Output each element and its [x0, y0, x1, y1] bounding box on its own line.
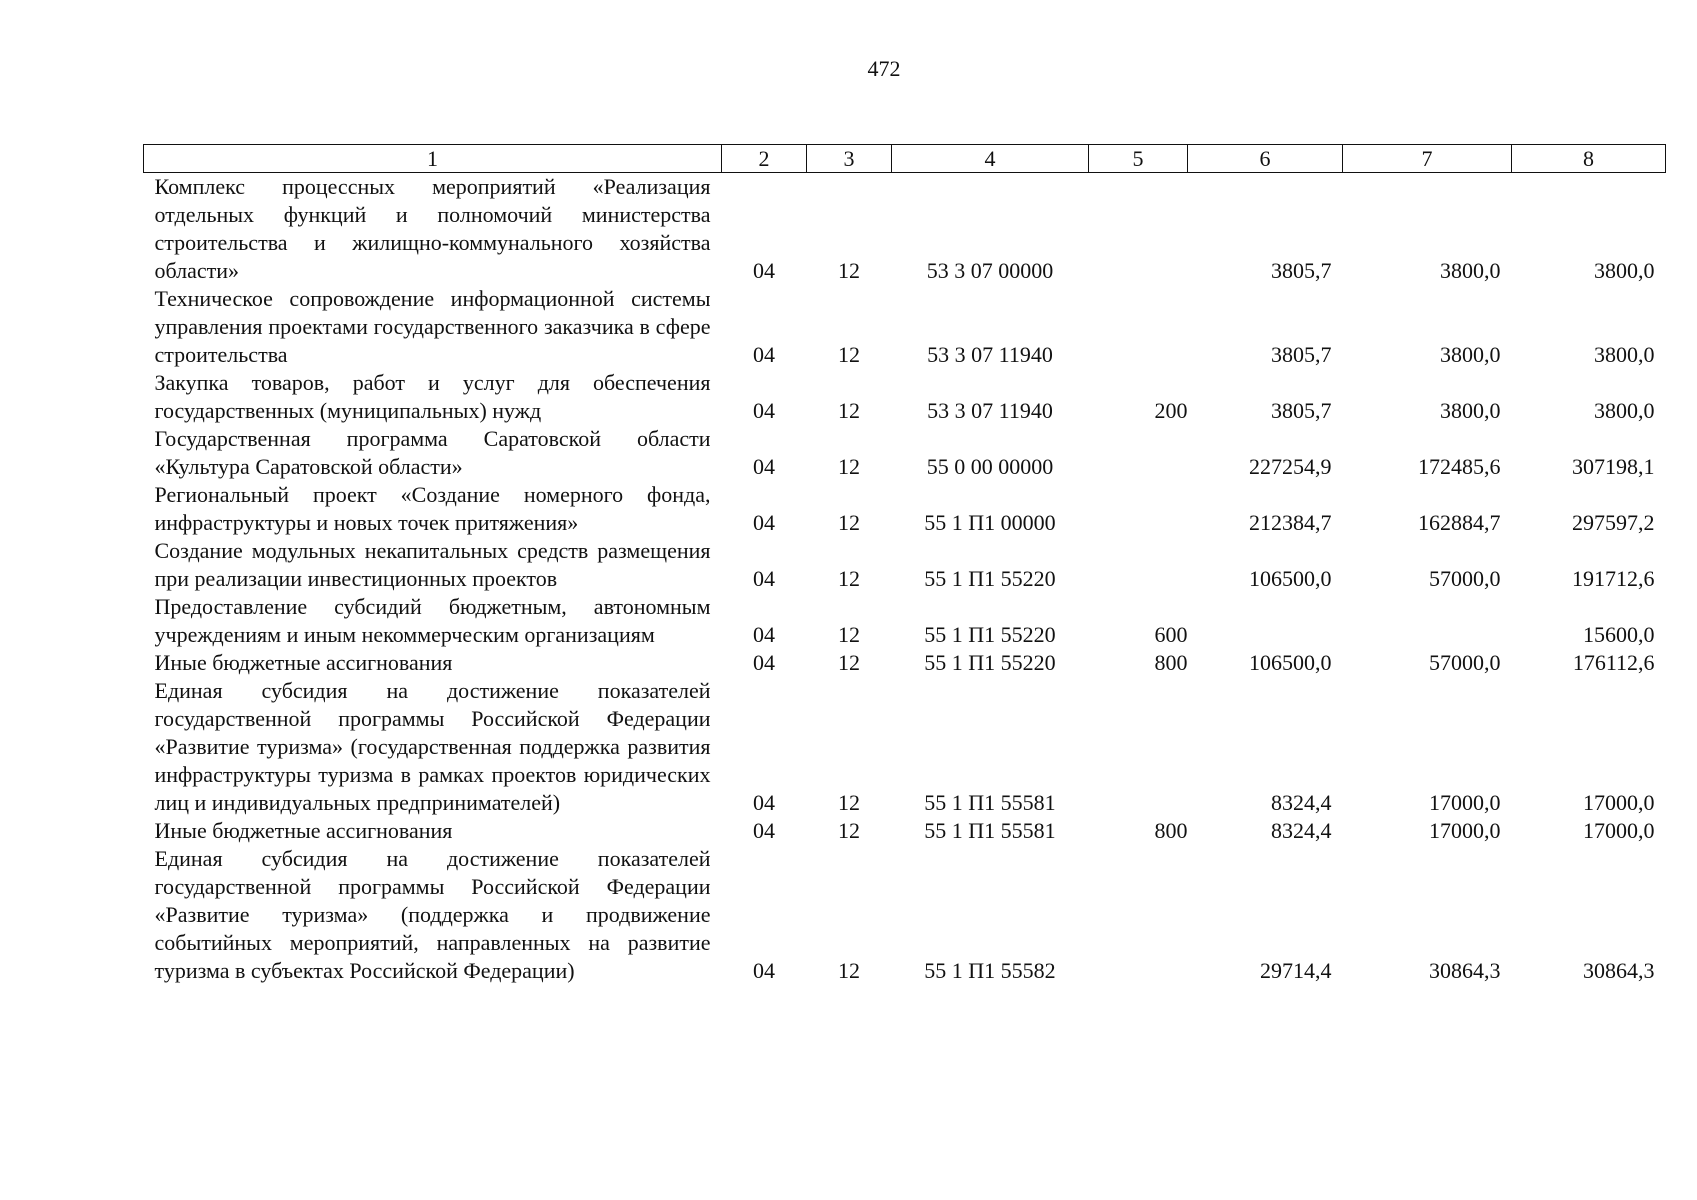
row-amount-col8: 30864,3: [1583, 958, 1655, 983]
row-amount-col6: 3805,7: [1271, 258, 1332, 283]
table-header: [144, 145, 1666, 173]
row-amount-col7: [1343, 593, 1512, 649]
row-target-code: 55 1 П1 00000: [924, 510, 1056, 535]
row-expense-type: [1089, 677, 1188, 817]
row-name: Техническое сопровождение информационной системы управления проектами государственного заказчика в сфере строительства: [154, 286, 711, 367]
row-target-code: 55 1 П1 55220: [924, 650, 1056, 675]
row-subsection: 12: [838, 790, 860, 815]
row-expense-type: [1089, 425, 1188, 481]
row-target-code: 55 1 П1 55582: [924, 958, 1056, 983]
row-subsection: 12: [838, 818, 860, 843]
header-col-8: 8: [1512, 145, 1666, 173]
row-amount-col6: 8324,4: [1271, 818, 1332, 843]
row-expense-type: [1089, 537, 1188, 593]
row-target-code: 55 0 00 00000: [926, 454, 1054, 479]
row-amount-col7: 162884,7: [1418, 510, 1501, 535]
table-row: [144, 677, 1666, 817]
row-amount-col7: 57000,0: [1429, 566, 1501, 591]
row-section: 04: [753, 818, 775, 843]
row-amount-col8: 3800,0: [1594, 258, 1655, 283]
row-section: 04: [753, 958, 775, 983]
row-target-code: 55 1 П1 55220: [924, 622, 1056, 647]
header-row: [144, 145, 1666, 173]
header-col-5: 5: [1089, 145, 1188, 173]
table-row: [144, 425, 1666, 481]
budget-table: [143, 144, 1666, 985]
row-amount-col7: 3800,0: [1440, 258, 1501, 283]
row-amount-col8: 17000,0: [1583, 790, 1655, 815]
row-expense-type: 800: [1154, 818, 1188, 843]
table-row: [144, 593, 1666, 649]
row-expense-type: 800: [1154, 650, 1188, 675]
row-subsection: 12: [838, 398, 860, 423]
row-amount-col6: 106500,0: [1249, 650, 1332, 675]
row-amount-col7: 3800,0: [1440, 342, 1501, 367]
row-section: 04: [753, 566, 775, 591]
row-amount-col6: 3805,7: [1271, 398, 1332, 423]
row-subsection: 12: [838, 622, 860, 647]
page-number: 472: [867, 56, 901, 81]
row-subsection: 12: [838, 454, 860, 479]
row-amount-col7: 30864,3: [1429, 958, 1501, 983]
row-amount-col6: 29714,4: [1260, 958, 1332, 983]
table-row: [144, 817, 1666, 845]
row-amount-col6: 227254,9: [1249, 454, 1332, 479]
header-col-7: 7: [1343, 145, 1512, 173]
row-section: 04: [753, 622, 775, 647]
row-name: Комплекс процессных мероприятий «Реализация отдельных функций и полномочий министерства строительства и жилищно-коммунального хозяйства области»: [154, 174, 711, 283]
row-expense-type: [1089, 173, 1188, 286]
row-amount-col6: [1188, 593, 1343, 649]
row-subsection: 12: [838, 258, 860, 283]
table-row: [144, 285, 1666, 369]
row-name: Единая субсидия на достижение показателей государственной программы Российской Федерации «Развитие туризма» (поддержка и продвижение событийных мероприятий, направленных на развитие туризма в субъектах Российской Федерации): [154, 846, 711, 983]
row-amount-col6: 106500,0: [1249, 566, 1332, 591]
row-amount-col7: 17000,0: [1429, 790, 1501, 815]
row-target-code: 53 3 07 00000: [926, 258, 1054, 283]
table-body: [144, 173, 1666, 986]
row-amount-col7: 3800,0: [1440, 398, 1501, 423]
row-section: 04: [753, 650, 775, 675]
row-amount-col8: 191712,6: [1572, 566, 1655, 591]
table-row: [144, 369, 1666, 425]
row-target-code: 53 3 07 11940: [927, 398, 1053, 423]
row-amount-col8: 307198,1: [1572, 454, 1655, 479]
table-row: [144, 649, 1666, 677]
row-subsection: 12: [838, 650, 860, 675]
row-subsection: 12: [838, 566, 860, 591]
row-subsection: 12: [838, 958, 860, 983]
row-amount-col8: 17000,0: [1583, 818, 1655, 843]
table-row: [144, 537, 1666, 593]
row-name: Государственная программа Саратовской области «Культура Саратовской области»: [154, 426, 711, 479]
row-target-code: 55 1 П1 55581: [924, 818, 1056, 843]
row-section: 04: [753, 454, 775, 479]
row-name: Предоставление субсидий бюджетным, автономным учреждениям и иным некоммерческим организациям: [154, 594, 711, 647]
row-amount-col8: 297597,2: [1572, 510, 1655, 535]
row-target-code: 53 3 07 11940: [927, 342, 1053, 367]
row-name: Иные бюджетные ассигнования: [154, 818, 453, 843]
row-section: 04: [753, 790, 775, 815]
row-amount-col8: 3800,0: [1594, 398, 1655, 423]
header-col-4: 4: [892, 145, 1089, 173]
row-amount-col6: 3805,7: [1271, 342, 1332, 367]
table-row: [144, 845, 1666, 985]
row-amount-col6: 8324,4: [1271, 790, 1332, 815]
row-name: Единая субсидия на достижение показателей государственной программы Российской Федерации «Развитие туризма» (государственная поддержка развития инфраструктуры туризма в рамках проектов юридических лиц и индивидуальных предпринимателей): [154, 678, 711, 815]
row-amount-col6: 212384,7: [1249, 510, 1332, 535]
row-expense-type: 600: [1154, 622, 1188, 647]
row-section: 04: [753, 398, 775, 423]
header-col-2: 2: [722, 145, 807, 173]
row-amount-col7: 172485,6: [1418, 454, 1501, 479]
row-amount-col7: 17000,0: [1429, 818, 1501, 843]
table-row: [144, 173, 1666, 286]
row-section: 04: [753, 510, 775, 535]
row-section: 04: [753, 258, 775, 283]
row-expense-type: [1089, 285, 1188, 369]
row-name: Иные бюджетные ассигнования: [154, 650, 453, 675]
row-target-code: 55 1 П1 55220: [924, 566, 1056, 591]
row-amount-col8: 3800,0: [1594, 342, 1655, 367]
row-amount-col8: 15600,0: [1583, 622, 1655, 647]
row-subsection: 12: [838, 342, 860, 367]
row-section: 04: [753, 342, 775, 367]
row-expense-type: 200: [1154, 398, 1188, 423]
header-col-6: 6: [1188, 145, 1343, 173]
header-col-3: 3: [807, 145, 892, 173]
row-amount-col8: 176112,6: [1572, 650, 1655, 675]
row-name: Создание модульных некапитальных средств размещения при реализации инвестиционных проектов: [154, 538, 711, 591]
row-name: Региональный проект «Создание номерного фонда, инфраструктуры и новых точек притяжения»: [154, 482, 711, 535]
row-target-code: 55 1 П1 55581: [924, 790, 1056, 815]
row-expense-type: [1089, 845, 1188, 985]
table-row: [144, 481, 1666, 537]
row-expense-type: [1089, 481, 1188, 537]
row-name: Закупка товаров, работ и услуг для обеспечения государственных (муниципальных) нужд: [154, 370, 711, 423]
row-amount-col7: 57000,0: [1429, 650, 1501, 675]
row-subsection: 12: [838, 510, 860, 535]
header-col-1: 1: [144, 145, 722, 173]
